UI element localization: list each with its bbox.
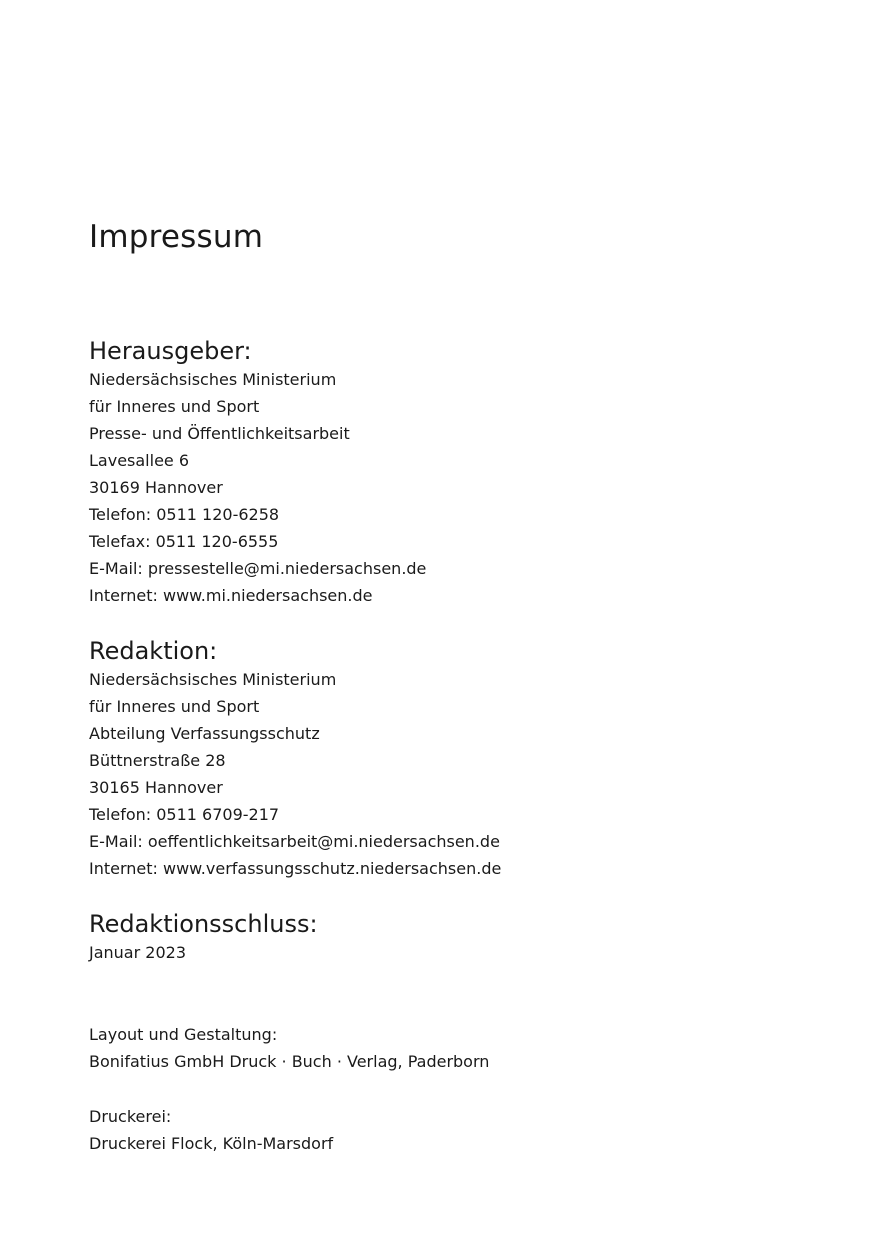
redaktion-section [89, 636, 501, 882]
redaktionsschluss-date [89, 939, 318, 966]
herausgeber-fax: Telefax: 0511 120-6555 [89, 532, 279, 551]
page-title: Impressum [89, 219, 264, 255]
druckerei-label: Druckerei: [89, 1107, 172, 1126]
herausgeber-heading: Herausgeber: [89, 337, 252, 365]
herausgeber-line: Niedersächsisches Ministerium [89, 370, 337, 389]
redaktion-website: Internet: www.verfassungsschutz.niedersachsen.de [89, 859, 502, 878]
herausgeber-email: E-Mail: pressestelle@mi.niedersachsen.de [89, 559, 427, 578]
druckerei-value: Druckerei Flock, Köln-Marsdorf [89, 1134, 334, 1153]
herausgeber-section [89, 336, 426, 609]
herausgeber-line: Presse- und Öffentlichkeitsarbeit [89, 424, 350, 443]
redaktionsschluss-section [89, 909, 318, 966]
redaktion-heading: Redaktion: [89, 637, 218, 665]
redaktion-line: für Inneres und Sport [89, 697, 260, 716]
redaktion-line: Abteilung Verfassungsschutz [89, 724, 320, 743]
herausgeber-line: Lavesallee 6 [89, 451, 190, 470]
herausgeber-phone: Telefon: 0511 120-6258 [89, 505, 280, 524]
redaktion-line: Büttnerstraße 28 [89, 751, 226, 770]
layout-credit [89, 1021, 489, 1075]
layout-label: Layout und Gestaltung: [89, 1025, 278, 1044]
redaktionsschluss-heading: Redaktionsschluss: [89, 910, 318, 938]
layout-value: Bonifatius GmbH Druck · Buch · Verlag, Paderborn [89, 1052, 490, 1071]
redaktion-email: E-Mail: oeffentlichkeitsarbeit@mi.niedersachsen.de [89, 832, 500, 851]
herausgeber-line: 30169 Hannover [89, 478, 223, 497]
redaktion-line: 30165 Hannover [89, 778, 223, 797]
redaktionsschluss-line: Januar 2023 [89, 943, 186, 962]
druckerei-credit [89, 1103, 333, 1157]
herausgeber-line: für Inneres und Sport [89, 397, 260, 416]
redaktion-address [89, 666, 501, 882]
redaktion-phone: Telefon: 0511 6709-217 [89, 805, 280, 824]
herausgeber-website: Internet: www.mi.niedersachsen.de [89, 586, 373, 605]
redaktion-line: Niedersächsisches Ministerium [89, 670, 337, 689]
herausgeber-address [89, 366, 426, 609]
